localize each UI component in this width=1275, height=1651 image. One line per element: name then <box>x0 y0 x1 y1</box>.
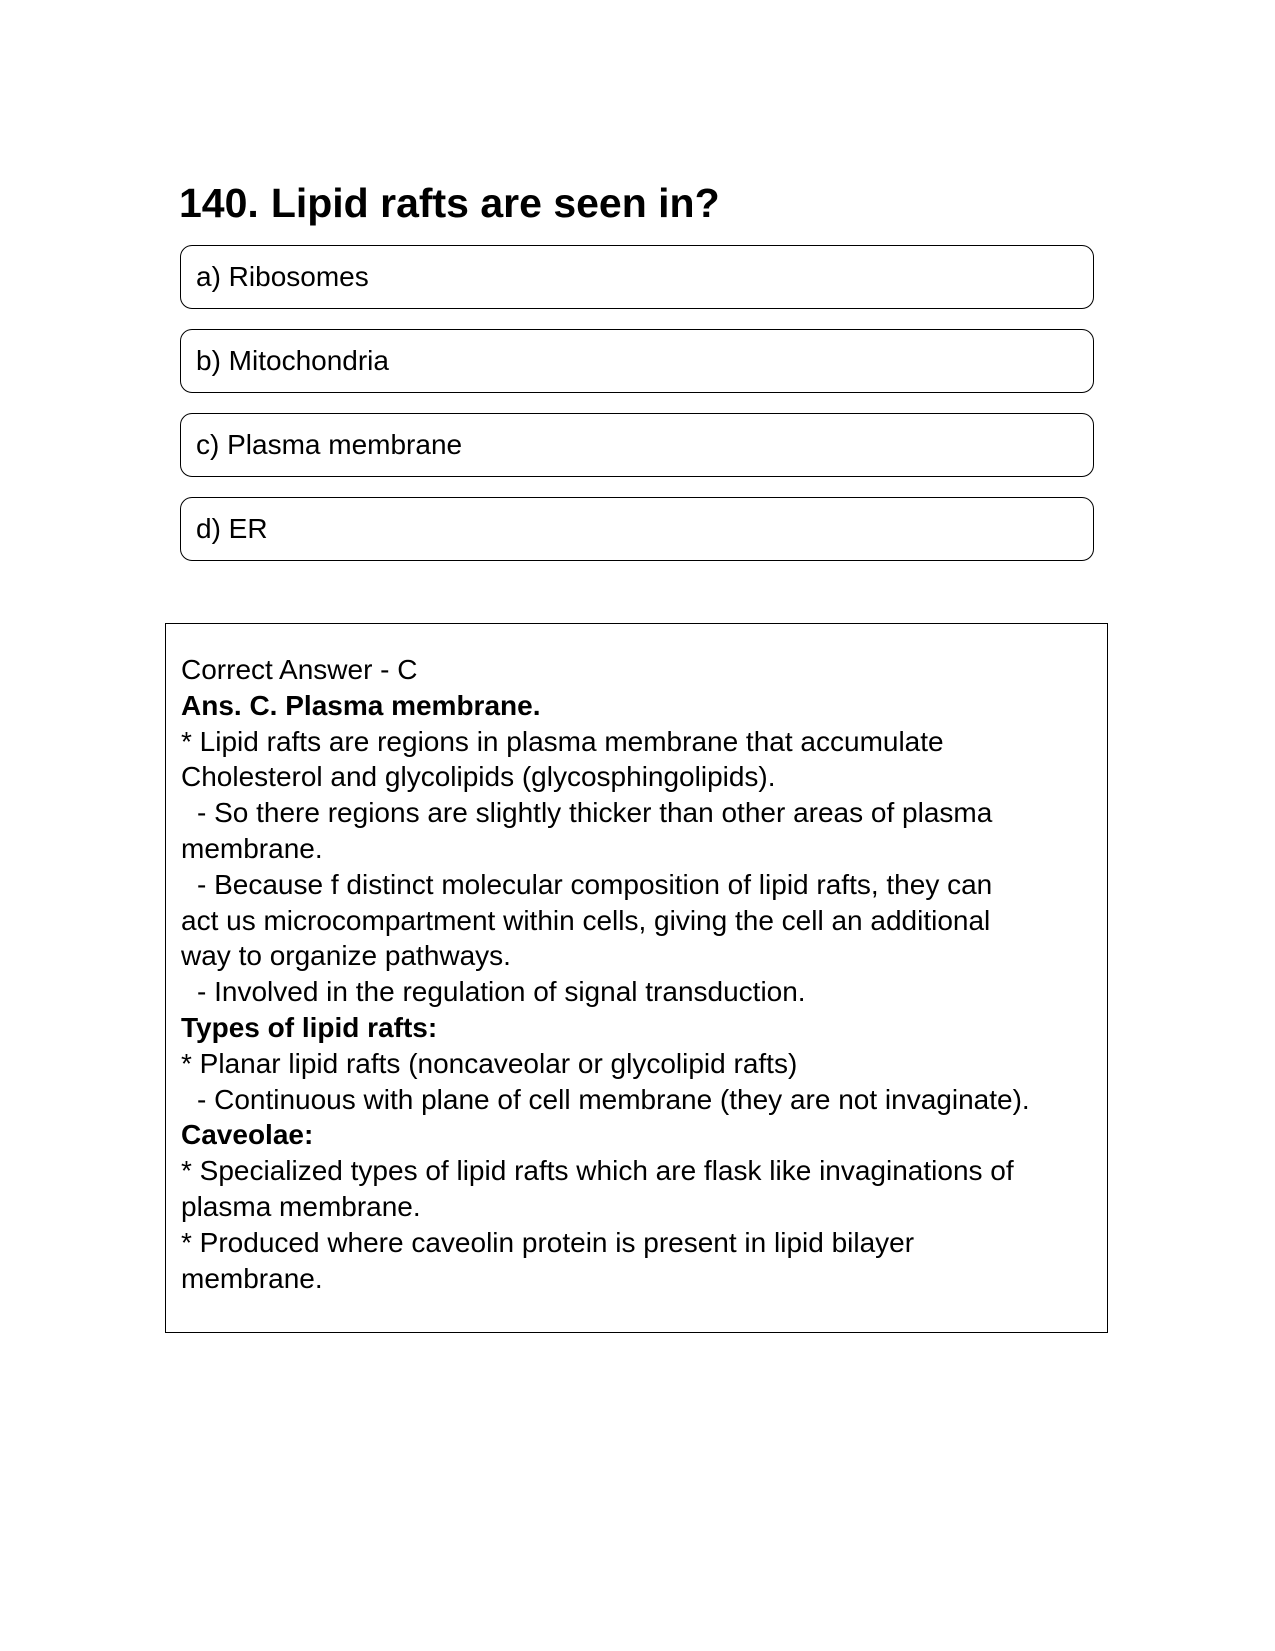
section-heading-caveolae: Caveolae: <box>181 1119 314 1151</box>
explanation-line: - So there regions are slightly thicker than other areas of plasma <box>197 797 993 829</box>
explanation-line: * Produced where caveolin protein is present in lipid bilayer <box>181 1226 915 1258</box>
explanation-line: membrane. <box>181 1262 323 1294</box>
explanation-line: * Specialized types of lipid rafts which are flask like invaginations of <box>181 1155 1014 1187</box>
explanation-line: - Continuous with plane of cell membrane (they are not invaginate). <box>197 1083 1030 1115</box>
question-text: Lipid rafts are seen in? <box>270 180 720 226</box>
explanation-line: act us microcompartment within cells, giving the cell an additional <box>181 904 991 936</box>
option-c[interactable]: c) Plasma membrane <box>180 413 1094 477</box>
option-d[interactable]: d) ER <box>180 497 1094 561</box>
explanation-line: * Planar lipid rafts (noncaveolar or glycolipid rafts) <box>181 1047 798 1079</box>
explanation-line: way to organize pathways. <box>181 940 511 972</box>
explanation-line: - Because f distinct molecular composition of lipid rafts, they can <box>197 868 993 900</box>
question-title <box>179 178 720 228</box>
explanation-line: membrane. <box>181 832 323 864</box>
section-heading-types: Types of lipid rafts: <box>181 1011 438 1043</box>
explanation-line: Cholesterol and glycolipids (glycosphingolipids). <box>181 761 776 793</box>
explanation-line: - Involved in the regulation of signal transduction. <box>197 976 806 1008</box>
answer-heading: Ans. C. Plasma membrane. <box>181 689 541 721</box>
explanation-line: * Lipid rafts are regions in plasma membrane that accumulate <box>181 725 944 757</box>
explanation-line: plasma membrane. <box>181 1190 421 1222</box>
correct-answer-line: Correct Answer - C <box>181 654 418 685</box>
question-number: 140. <box>179 180 259 226</box>
option-b[interactable]: b) Mitochondria <box>180 329 1094 393</box>
answer-explanation-box <box>165 623 1108 1333</box>
option-a[interactable]: a) Ribosomes <box>180 245 1094 309</box>
